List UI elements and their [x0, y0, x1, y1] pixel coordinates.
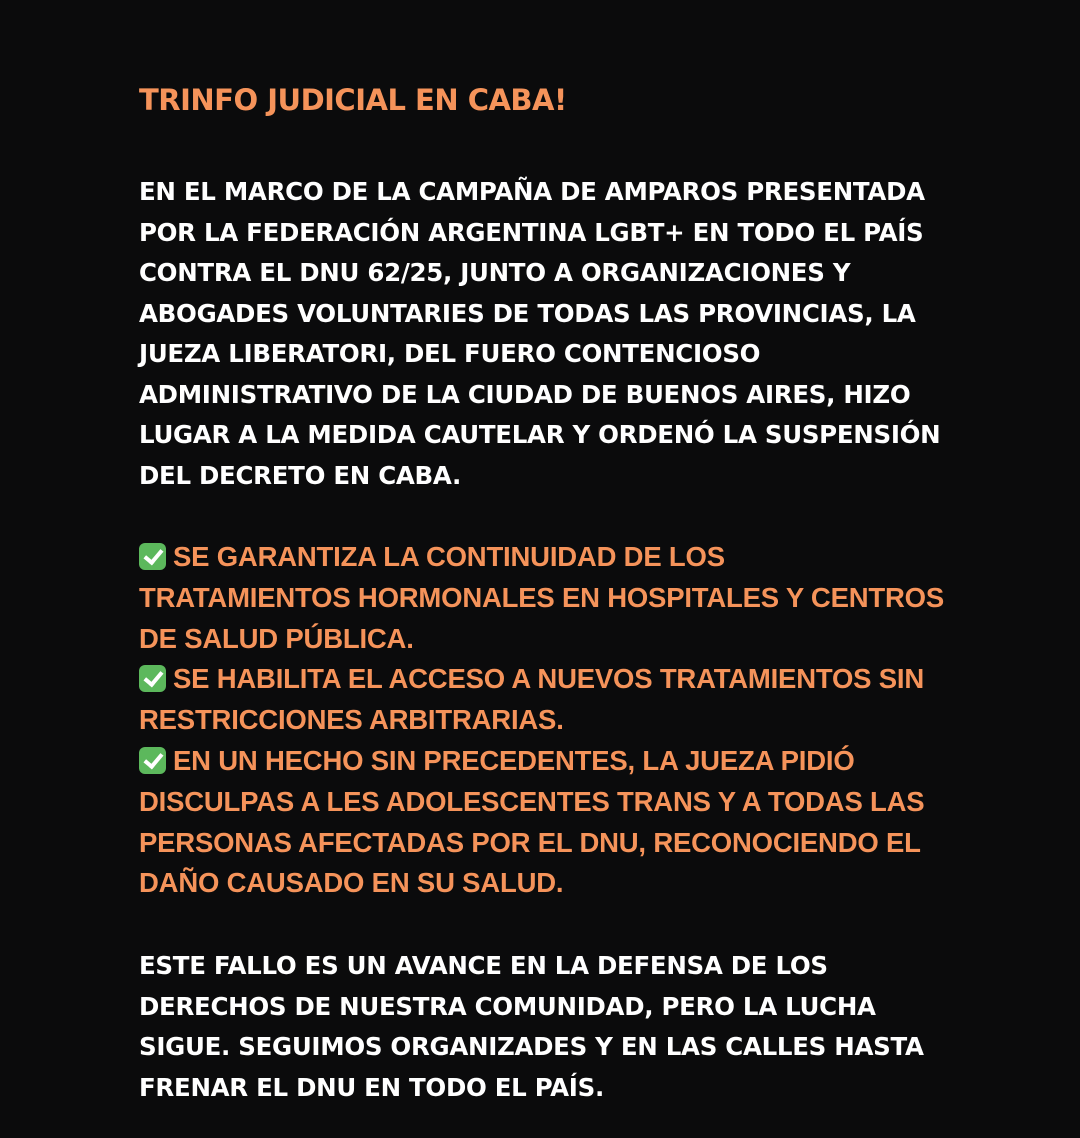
- bullet-list: [139, 537, 1019, 904]
- bullet-item: [139, 659, 1019, 741]
- intro-line: LUGAR A LA MEDIDA CAUTELAR Y ORDENÓ LA SUSPENSIÓN: [139, 420, 941, 449]
- bullet-item: [139, 741, 1019, 904]
- intro-paragraph: [139, 172, 1019, 496]
- bullet-line: SE GARANTIZA LA CONTINUIDAD DE LOS: [173, 541, 725, 572]
- bullet-line: TRATAMIENTOS HORMONALES EN HOSPITALES Y CENTROS: [139, 581, 944, 613]
- closing-line: ESTE FALLO ES UN AVANCE EN LA DEFENSA DE LOS: [139, 951, 828, 981]
- intro-line: CONTRA EL DNU 62/25, JUNTO A ORGANIZACIONES Y: [139, 258, 851, 287]
- closing-line: SIGUE. SEGUIMOS ORGANIZADES Y EN LAS CALLES HASTA: [139, 1032, 924, 1062]
- intro-line: POR LA FEDERACIÓN ARGENTINA LGBT+ EN TODO EL PAÍS: [139, 217, 924, 247]
- bullet-line: DAÑO CAUSADO EN SU SALUD.: [139, 867, 564, 899]
- closing-paragraph: [139, 946, 1019, 1108]
- post-content: [139, 80, 1019, 1108]
- intro-line: EN EL MARCO DE LA CAMPAÑA DE AMPAROS PRESENTADA: [139, 177, 925, 206]
- closing-line: DERECHOS DE NUESTRA COMUNIDAD, PERO LA LUCHA: [139, 991, 876, 1021]
- bullet-item: [139, 537, 1019, 659]
- intro-line: ADMINISTRATIVO DE LA CIUDAD DE BUENOS AIRES, HIZO: [139, 379, 911, 409]
- bullet-line: DISCULPAS A LES ADOLESCENTES TRANS Y A TODAS LAS: [139, 785, 925, 817]
- bullet-line: PERSONAS AFECTADAS POR EL DNU, RECONOCIENDO EL: [139, 826, 921, 858]
- check-mark-button-icon: [139, 543, 166, 570]
- bullet-line: DE SALUD PÚBLICA.: [139, 622, 414, 654]
- intro-line: DEL DECRETO EN CABA.: [139, 460, 462, 490]
- bullet-line: RESTRICCIONES ARBITRARIAS.: [139, 704, 564, 736]
- bullet-line: EN UN HECHO SIN PRECEDENTES, LA JUEZA PIDIÓ: [173, 744, 855, 776]
- intro-line: ABOGADES VOLUNTARIES DE TODAS LAS PROVINCIAS, LA: [139, 298, 916, 328]
- bullet-line: SE HABILITA EL ACCESO A NUEVOS TRATAMIENTOS SIN: [173, 663, 924, 695]
- intro-line: JUEZA LIBERATORI, DEL FUERO CONTENCIOSO: [139, 339, 761, 368]
- post-title: TRINFO JUDICIAL EN CABA!: [139, 83, 567, 117]
- check-mark-button-icon: [139, 665, 166, 692]
- closing-line: FRENAR EL DNU EN TODO EL PAÍS.: [139, 1072, 604, 1102]
- check-mark-button-icon: [139, 747, 166, 774]
